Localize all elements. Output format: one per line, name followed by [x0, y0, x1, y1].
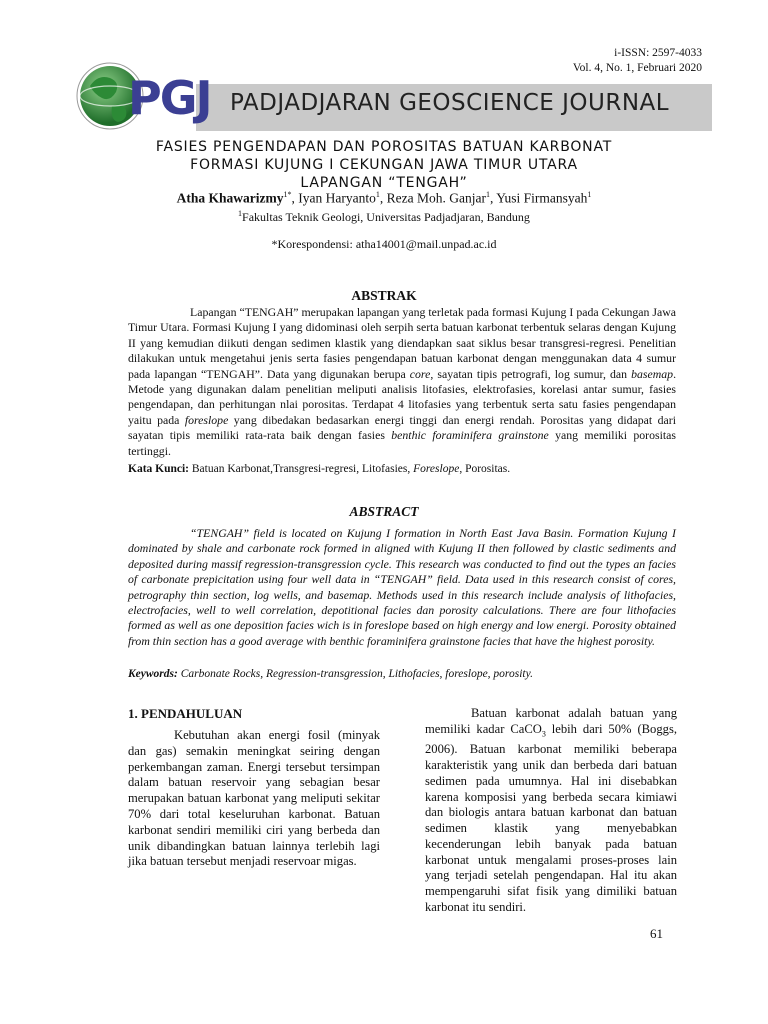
- abstract-paragraph: “TENGAH” field is located on Kujung I formation in North East Java Basin. Formation Kujung I dominated by shale and carbonate rock formed in aligned with Kujung II then followed by clastic sediments and deposited during massif regression-transgression cycle. This research was conducted to find out the types an facies of carbonate prepicitation using four well data in “TENGAH” field. Data used in this research consist of cores, petrography thin section, log wells, and basemap. Methods used in this research include analysis of lithofacies, electrofacies, well to well correlation, depotitional facies dan porosity calculations. There are four lithofacies formed as well as one deposition facies wich is in foreslope based on high energy and low energi. Porosity obtained from thin section has a good average with benthic foraminifera grainstone facies that have the highest porosity.: [128, 526, 676, 648]
- issn: i-ISSN: 2597-4033: [614, 47, 702, 59]
- author-list: Atha Khawarizmy$^{1*}$, Iyan Haryanto$^1$, Reza Moh. Ganjar$^1$, Yusi Firmansyah$^1$: [176, 190, 592, 206]
- abstrak-heading: ABSTRAK: [351, 288, 417, 303]
- abstrak-paragraph: Lapangan “TENGAH” merupakan lapangan yang terletak pada formasi Kujung I pada Cekungan Jawa Timur Utara. Formasi Kujung I yang didominasi oleh serpih serta batuan karbonat terbentuk selaras dengan Kujung II yang kemudian diikuti dengan sedimen klastik yang diendapkan saat siklus besar transgresi-regresi. Penelitian dilakukan untuk mengetahui jenis serta fasies pengendapan batuan karbonat dengan menggunakan data 4 sumur pada lapangan “TENGAH”. Data yang digunakan berupa core, sayatan tipis petrografi, log sumur, dan basemap. Metode yang digunakan dalam penelitian meliputi analisis litofasies, elektrofasies, korelasi antar sumur, fasies pengendapan, dan perhitungan nlai porositas. Terdapat 4 litofasies yang terbentuk serta satu fasies pengendapan yaitu pada foreslope yang dibedakan bedasarkan energi tinggi dan energi rendah. Porositas yang didapat dari sayatan tipis memiliki rata-rata baik dengan fasies benthic foraminifera grainstone yang memiliki porositas tertinggi.: [128, 305, 677, 458]
- title-line-1: FASIES PENGENDAPAN DAN POROSITAS BATUAN KARBONAT: [155, 139, 613, 155]
- pgj-letters: [128, 71, 211, 125]
- keywords: Keywords: Carbonate Rocks, Regression-transgression, Lithofacies, foreslope, porosity.: [128, 668, 533, 680]
- kata-kunci: Kata Kunci: Batuan Karbonat,Transgresi-regresi, Litofasies, Foreslope, Porositas.: [128, 463, 511, 475]
- journal-name: PADJADJARAN GEOSCIENCE JOURNAL: [230, 90, 670, 116]
- author-1: Atha Khawarizmy: [176, 190, 284, 206]
- body-column-1: Kebutuhan akan energi fosil (minyak dan gas) semakin meningkat seiring dengan perkembangan zaman. Energi tersebut tersimpan dalam batuan reservoir yang sebagian besar merupakan batuan karbonat yang meliputi sekitar 70% dari total keseluruhan karbonat. Batuan karbonat sendiri memiliki ciri yang berbeda dan unik dibandingkan batuan lainnya terlebih lagi jika batuan tersebut menjadi reservoar migas.: [128, 728, 380, 869]
- svg-text:PGJ: PGJ: [128, 71, 211, 125]
- section-heading: 1. PENDAHULUAN: [128, 706, 243, 721]
- title-line-3: LAPANGAN “TENGAH”: [300, 175, 468, 191]
- author-3: , Reza Moh. Ganjar: [379, 190, 486, 206]
- body-column-2: Batuan karbonat adalah batuan yang memiliki kadar CaCO$_3$ lebih dari 50% (Boggs, 2006). Batuan karbonat memiliki beberapa karakteristik yang unik dan berbeda dari batuan sedimen pada umumnya. Hal ini disebabkan karena komposisi yang berbeda secara kimiawi dan biologis antara batuan karbonat dan batuan sedimen klastik yang menyebabkan kecenderungan lebih banyak pada batuan karbonat untuk mengalami proses-proses lain yang terjadi setelah pengendapan. Hal itu akan mempengaruhi sifat fisik yang dimiliki batuan karbonat itu sendiri.: [425, 706, 677, 915]
- affiliation: $^1$Fakultas Teknik Geologi, Universitas Padjadjaran, Bandung: [238, 209, 530, 224]
- page-number: 61: [650, 926, 663, 941]
- author-4: , Yusi Firmansyah: [489, 190, 588, 206]
- issn-volume: [573, 46, 702, 76]
- title-line-2: FORMASI KUJUNG I CEKUNGAN JAWA TIMUR UTARA: [190, 157, 578, 173]
- paper-title: [0, 138, 768, 192]
- journal-logo: [72, 56, 222, 138]
- author-2: , Iyan Haryanto: [291, 190, 376, 206]
- abstract-heading: ABSTRACT: [349, 504, 419, 519]
- correspondence: *Korespondensi: atha14001@mail.unpad.ac.id: [271, 237, 497, 251]
- volume: Vol. 4, No. 1, Februari 2020: [572, 62, 702, 74]
